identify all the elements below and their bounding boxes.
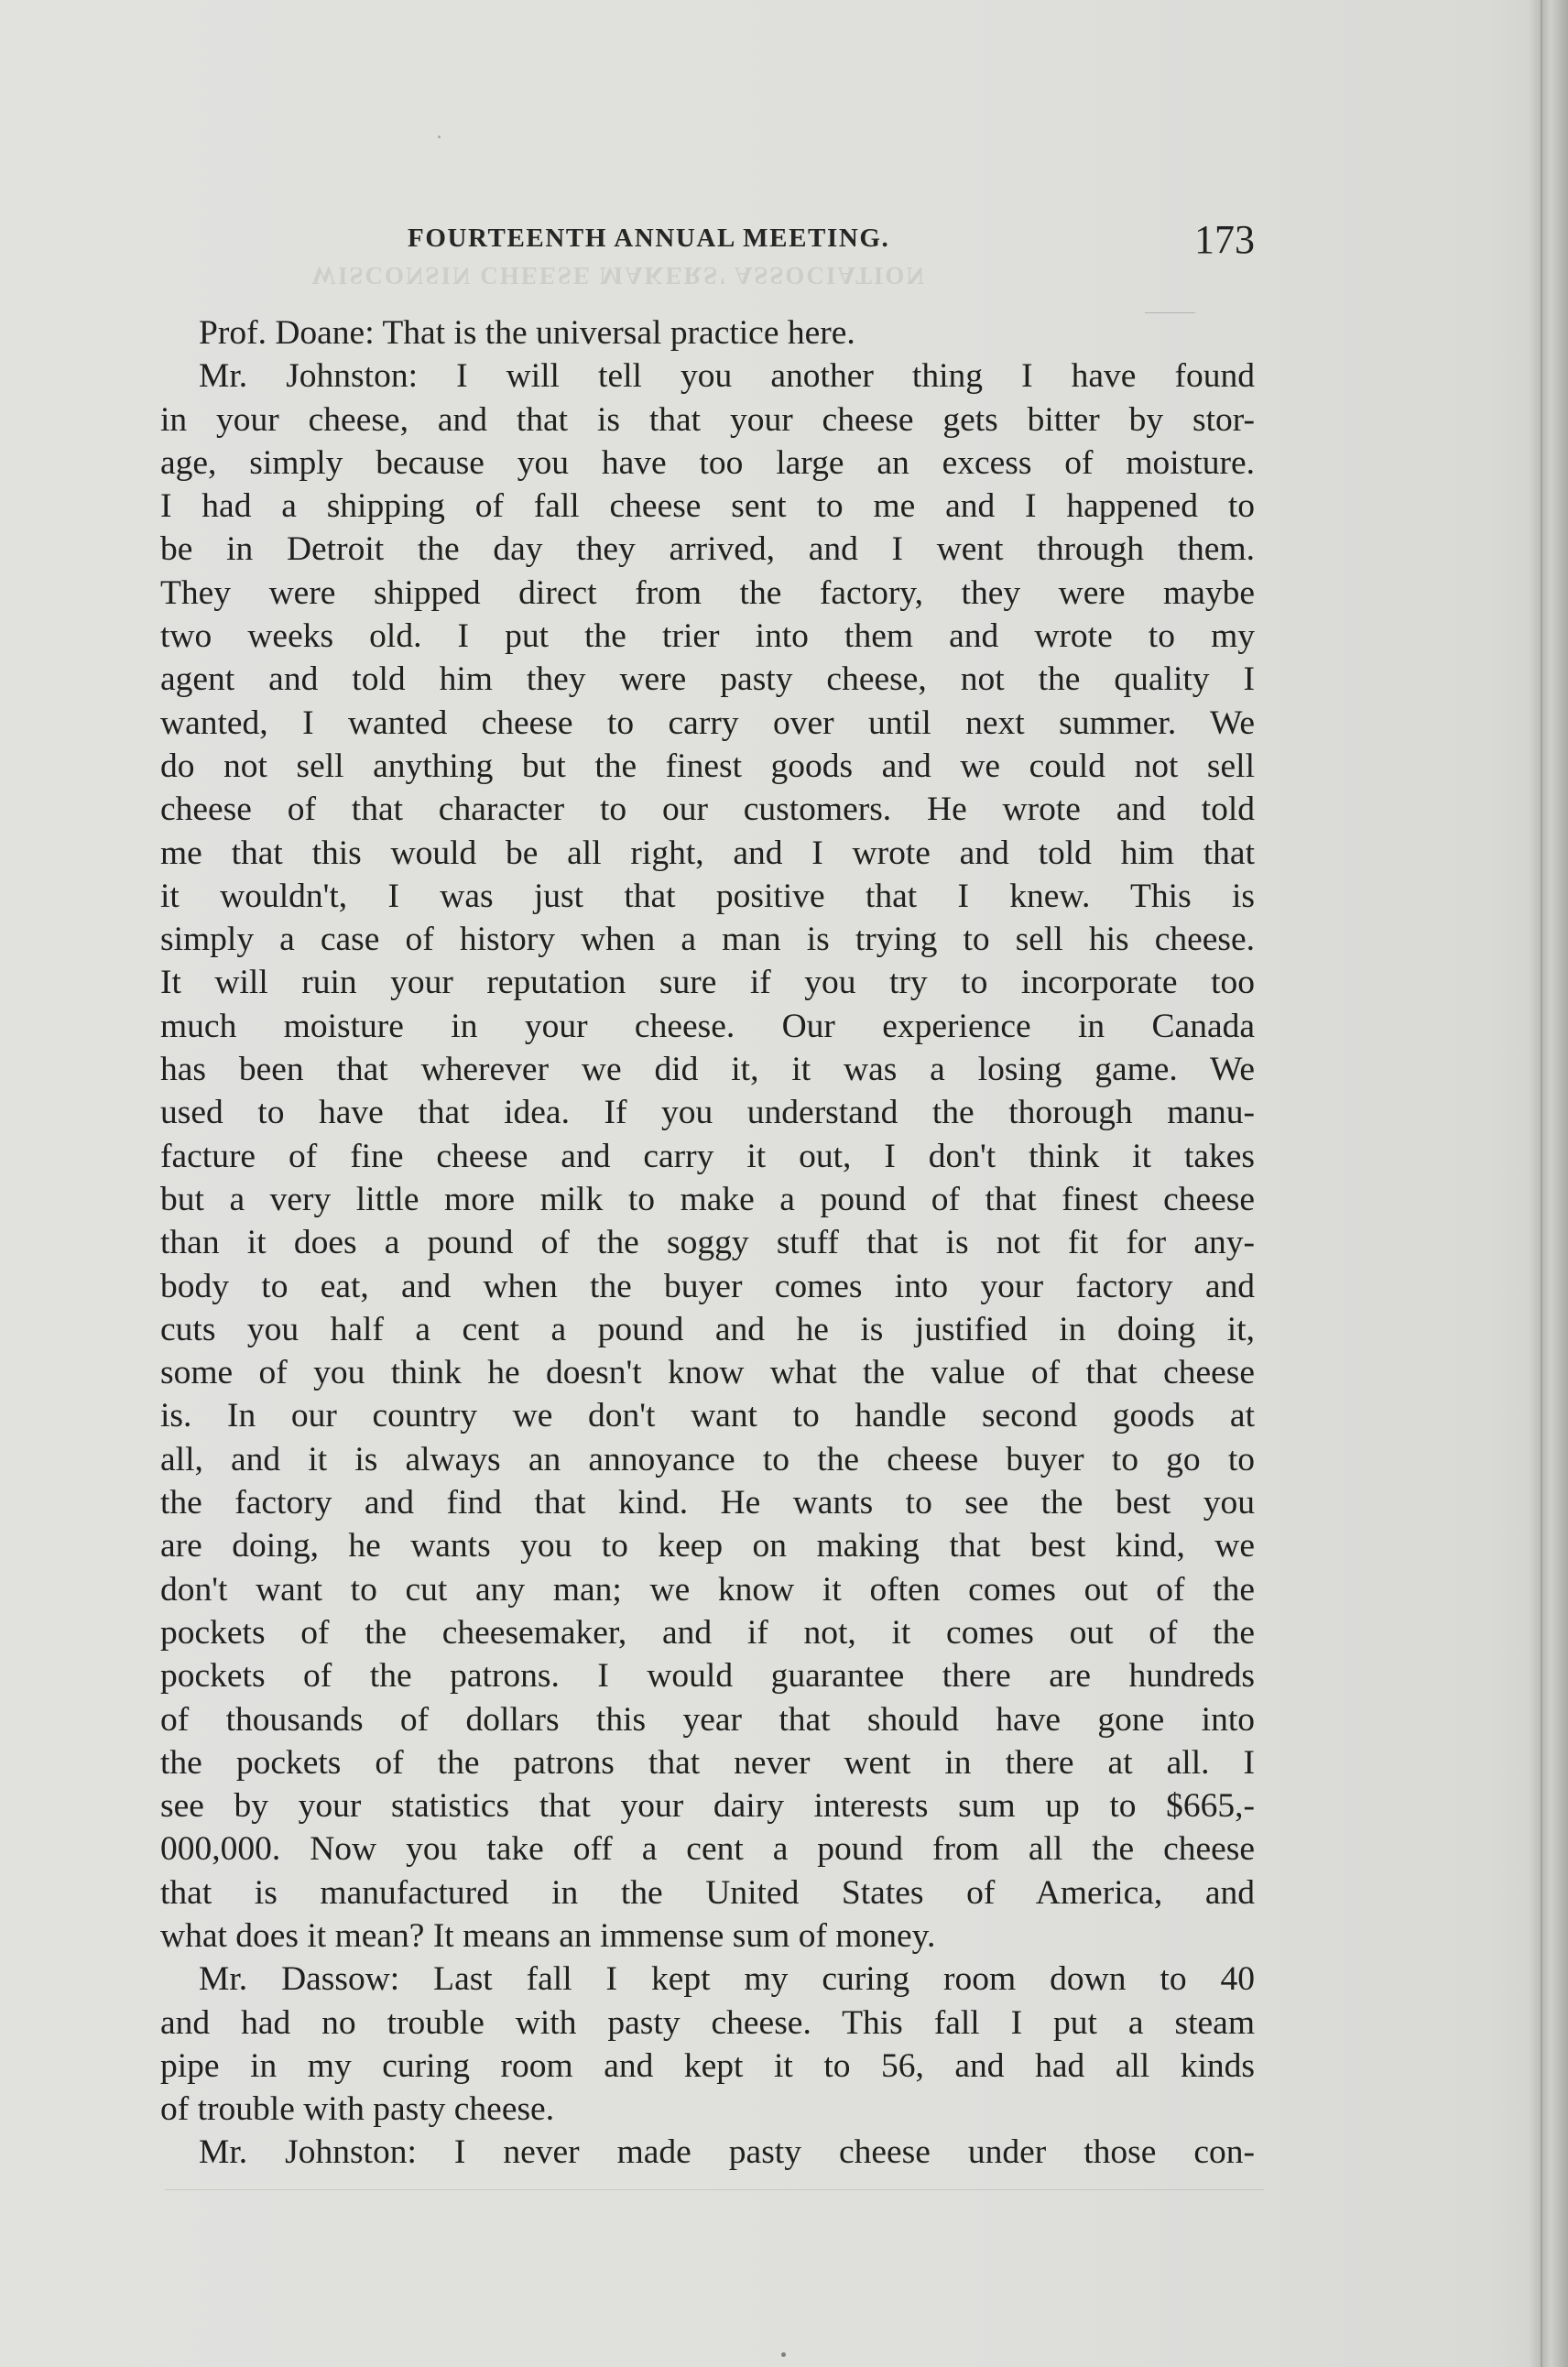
text-line: all, and it is always an annoyance to the cheese buyer to go to <box>160 1440 1255 1478</box>
running-header <box>160 217 1255 278</box>
text-line: cuts you half a cent a pound and he is justified in doing it, <box>160 1310 1255 1348</box>
page-number: 173 <box>1194 217 1255 262</box>
text-line: much moisture in your cheese. Our experience in Canada <box>160 1007 1255 1045</box>
text-line: facture of fine cheese and carry it out, I don't think it takes <box>160 1137 1255 1175</box>
text-line: Prof. Doane: That is the universal practice here. <box>199 314 855 352</box>
text-line: of thousands of dollars this year that should have gone into <box>160 1700 1255 1739</box>
footer-rule <box>165 2189 1264 2190</box>
text-line: be in Detroit the day they arrived, and I went through them. <box>160 530 1255 569</box>
text-line: agent and told him they were pasty cheese, not the quality I <box>160 660 1255 699</box>
text-line: wanted, I wanted cheese to carry over until next summer. We <box>160 704 1255 742</box>
text-line: do not sell anything but the finest goods and we could not sell <box>160 747 1255 785</box>
text-line: cheese of that character to our customers. He wrote and told <box>160 791 1255 829</box>
text-line: They were shipped direct from the factory, they were maybe <box>160 573 1255 612</box>
text-line: simply a case of history when a man is trying to sell his cheese. <box>160 921 1255 959</box>
text-line: are doing, he wants you to keep on making that best kind, we <box>160 1527 1255 1565</box>
text-line: it wouldn't, I was just that positive that I knew. This is <box>160 877 1255 915</box>
text-line: Mr. Johnston: I will tell you another thing I have found <box>199 357 1255 396</box>
body-text <box>160 311 1255 2175</box>
book-spine-shadow <box>1530 0 1568 2367</box>
text-line: pockets of the patrons. I would guarantee there are hundreds <box>160 1657 1255 1696</box>
text-line: 000,000. Now you take off a cent a pound from all the cheese <box>160 1830 1255 1869</box>
bleed-through-text: WISCONSIN CHEESE MAKERS' ASSOCIATION <box>311 262 926 289</box>
text-line: the pockets of the patrons that never went in there at all. I <box>160 1743 1255 1782</box>
print-speck <box>438 136 441 138</box>
text-line: Mr. Johnston: I never made pasty cheese under those con- <box>199 2133 1255 2172</box>
text-line: what does it mean? It means an immense sum of money. <box>160 1916 936 1955</box>
running-header-title: FOURTEENTH ANNUAL MEETING. <box>408 224 890 253</box>
text-line: two weeks old. I put the trier into them and wrote to my <box>160 617 1255 656</box>
text-line: than it does a pound of the soggy stuff that is not fit for any- <box>160 1224 1255 1262</box>
text-line: Mr. Dassow: Last fall I kept my curing room down to 40 <box>199 1960 1255 1999</box>
text-line: is. In our country we don't want to handle second goods at <box>160 1397 1255 1435</box>
text-line: and had no trouble with pasty cheese. This fall I put a steam <box>160 2003 1255 2042</box>
text-line: It will ruin your reputation sure if you try to incorporate too <box>160 964 1255 1002</box>
text-line: pipe in my curing room and kept it to 56, and had all kinds <box>160 2046 1255 2085</box>
text-line: the factory and find that kind. He wants to see the best you <box>160 1484 1255 1522</box>
text-line: see by your statistics that your dairy interests sum up to $665,- <box>160 1787 1255 1826</box>
text-line: some of you think he doesn't know what the value of that cheese <box>160 1354 1255 1392</box>
text-line: of trouble with pasty cheese. <box>160 2090 555 2129</box>
text-line: I had a shipping of fall cheese sent to me and I happened to <box>160 487 1255 526</box>
text-line: but a very little more milk to make a pound of that finest cheese <box>160 1180 1255 1218</box>
text-line: that is manufactured in the United States of America, and <box>160 1873 1255 1912</box>
text-line: age, simply because you have too large an excess of moisture. <box>160 443 1255 482</box>
text-line: used to have that idea. If you understand the thorough manu- <box>160 1094 1255 1132</box>
spine-edge-line <box>1541 0 1542 2367</box>
text-line: pockets of the cheesemaker, and if not, it comes out of the <box>160 1613 1255 1652</box>
print-speck <box>781 2352 786 2357</box>
text-line: in your cheese, and that is that your cheese gets bitter by stor- <box>160 400 1255 439</box>
text-line: body to eat, and when the buyer comes into your factory and <box>160 1267 1255 1305</box>
text-line: has been that wherever we did it, it was a losing game. We <box>160 1051 1255 1089</box>
text-line: me that this would be all right, and I wrote and told him that <box>160 834 1255 872</box>
text-line: don't want to cut any man; we know it often comes out of the <box>160 1570 1255 1609</box>
